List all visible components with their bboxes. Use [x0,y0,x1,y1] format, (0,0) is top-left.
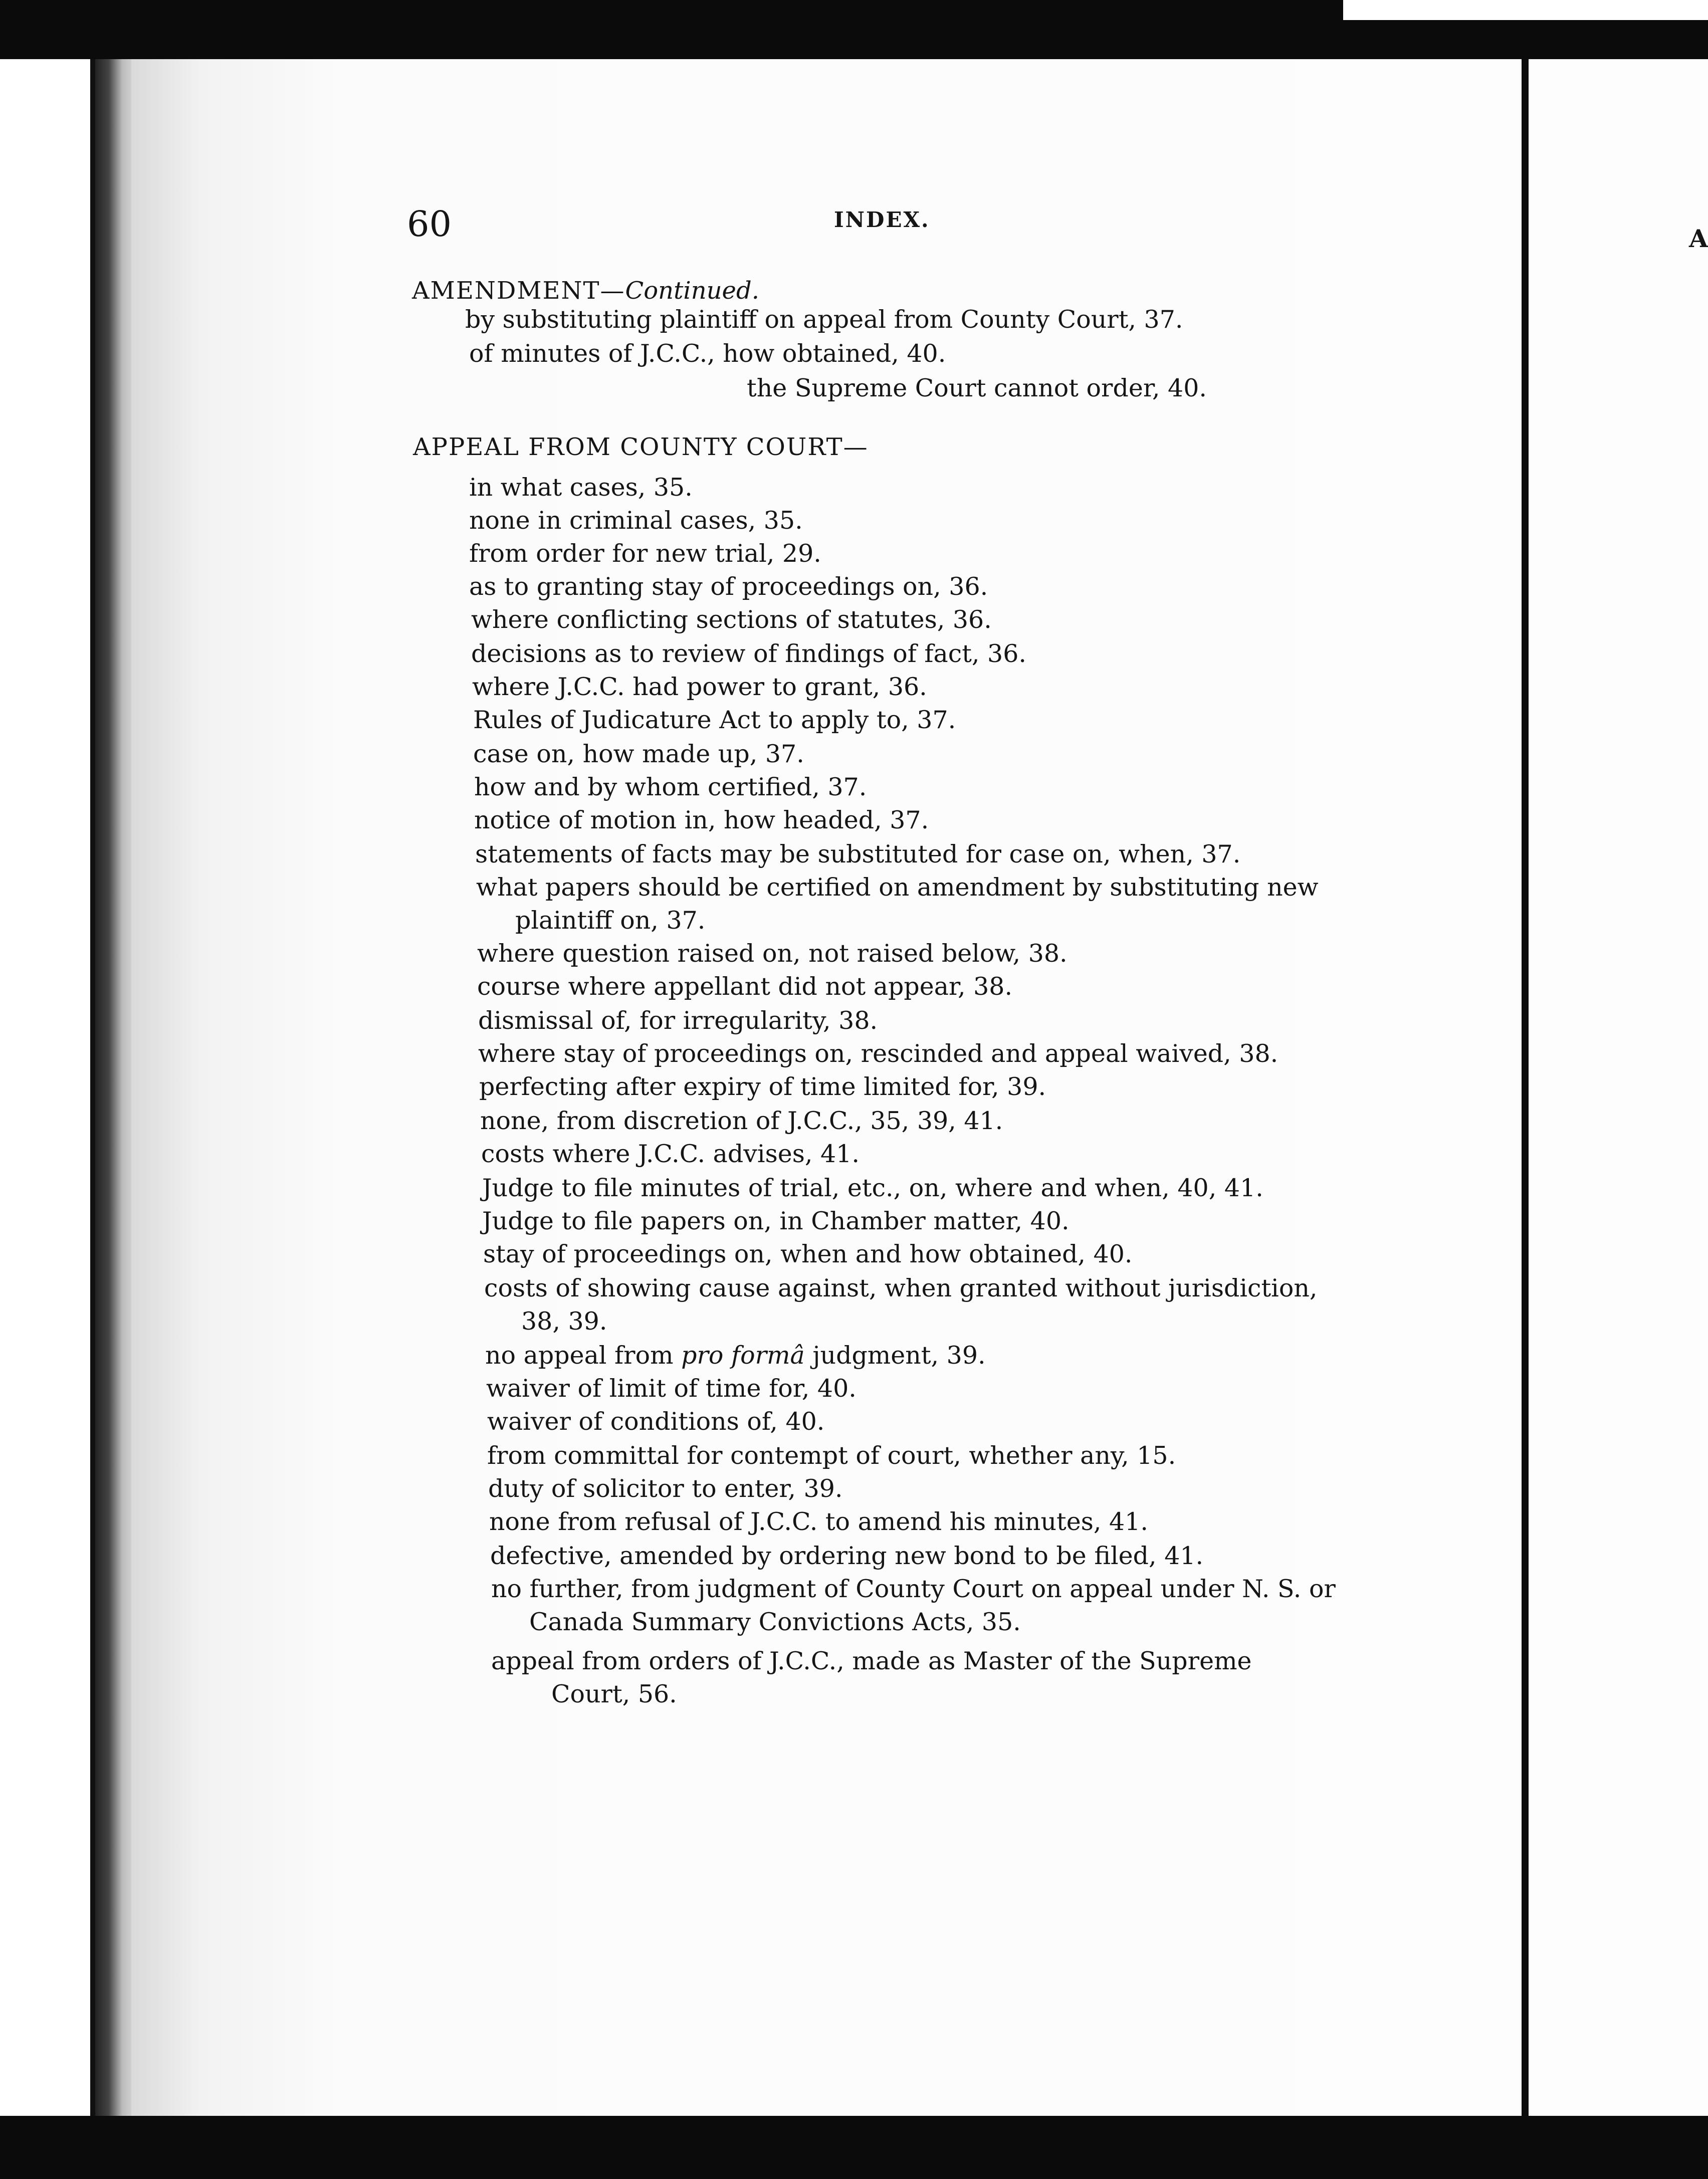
index-entry: of minutes of J.C.C., how obtained, 40. [469,339,946,368]
index-entry: costs where J.C.C. advises, 41. [481,1140,860,1168]
index-entry: no further, from judgment of County Court on appeal under N. S. or [491,1575,1336,1603]
section-heading-amendment: AMENDMENT—Continued. [412,277,759,305]
index-entry: where conflicting sections of statutes, 36. [471,605,992,634]
index-entry: as to granting stay of proceedings on, 36. [469,572,988,601]
index-entry: by substituting plaintiff on appeal from County Court, 37. [465,305,1183,334]
scan-top-margin [1343,0,1708,20]
index-entry: course where appellant did not appear, 38. [477,972,1013,1001]
index-entry: where question raised on, not raised below, 38. [477,939,1068,968]
index-entry: case on, how made up, 37. [473,740,804,768]
index-entry: from order for new trial, 29. [469,539,821,568]
index-entry: none in criminal cases, 35. [469,506,803,535]
index-entry: duty of solicitor to enter, 39. [488,1474,843,1503]
index-entry: what papers should be certified on amendment by substituting new [476,873,1319,902]
page-number: 60 [407,203,452,245]
index-entry-continuation: Canada Summary Convictions Acts, 35. [529,1608,1021,1636]
index-entry: Judge to file minutes of trial, etc., on, where and when, 40, 41. [482,1174,1263,1202]
index-entry: waiver of limit of time for, 40. [486,1374,857,1403]
index-entry: dismissal of, for irregularity, 38. [478,1006,878,1035]
section-heading-appeal: APPEAL FROM COUNTY COURT— [413,433,869,461]
index-entry: Rules of Judicature Act to apply to, 37. [473,706,956,734]
index-entry: decisions as to review of findings of fact, 36. [471,639,1026,668]
index-entry: no appeal from pro formâ judgment, 39. [485,1341,986,1370]
index-entry: appeal from orders of J.C.C., made as Master of the Supreme [491,1647,1252,1675]
index-entry: stay of proceedings on, when and how obtained, 40. [483,1240,1133,1268]
index-entry: how and by whom certified, 37. [474,773,867,801]
index-entry: in what cases, 35. [469,473,693,502]
index-entry: costs of showing cause against, when granted without jurisdiction, [484,1274,1318,1302]
index-entry: notice of motion in, how headed, 37. [474,806,929,834]
index-entry-continuation: Court, 56. [551,1680,677,1708]
index-entry: perfecting after expiry of time limited for, 39. [479,1072,1046,1101]
index-entry: where J.C.C. had power to grant, 36. [472,673,927,701]
index-entry: statements of facts may be substituted for case on, when, 37. [475,840,1241,868]
index-entry-continuation: plaintiff on, 37. [515,906,706,935]
adjacent-page-letter: A [1689,224,1708,253]
index-entry: none, from discretion of J.C.C., 35, 39, 41. [480,1107,1003,1135]
index-entry-continuation: 38, 39. [521,1307,607,1336]
index-entry: where stay of proceedings on, rescinded and appeal waived, 38. [478,1039,1278,1068]
index-entry: from committal for contempt of court, whether any, 15. [487,1441,1176,1470]
index-entry: the Supreme Court cannot order, 40. [747,374,1207,402]
index-entry: waiver of conditions of, 40. [487,1407,825,1436]
page-divider [1522,59,1529,2116]
index-entry: defective, amended by ordering new bond to be filed, 41. [490,1542,1204,1570]
running-head: INDEX. [834,207,930,232]
scan-gutter [0,0,105,2179]
index-entry: Judge to file papers on, in Chamber matter, 40. [482,1207,1070,1235]
scan-bottom-border [0,2116,1708,2179]
adjacent-page [1529,59,1708,2116]
index-entry: none from refusal of J.C.C. to amend his minutes, 41. [489,1507,1148,1536]
